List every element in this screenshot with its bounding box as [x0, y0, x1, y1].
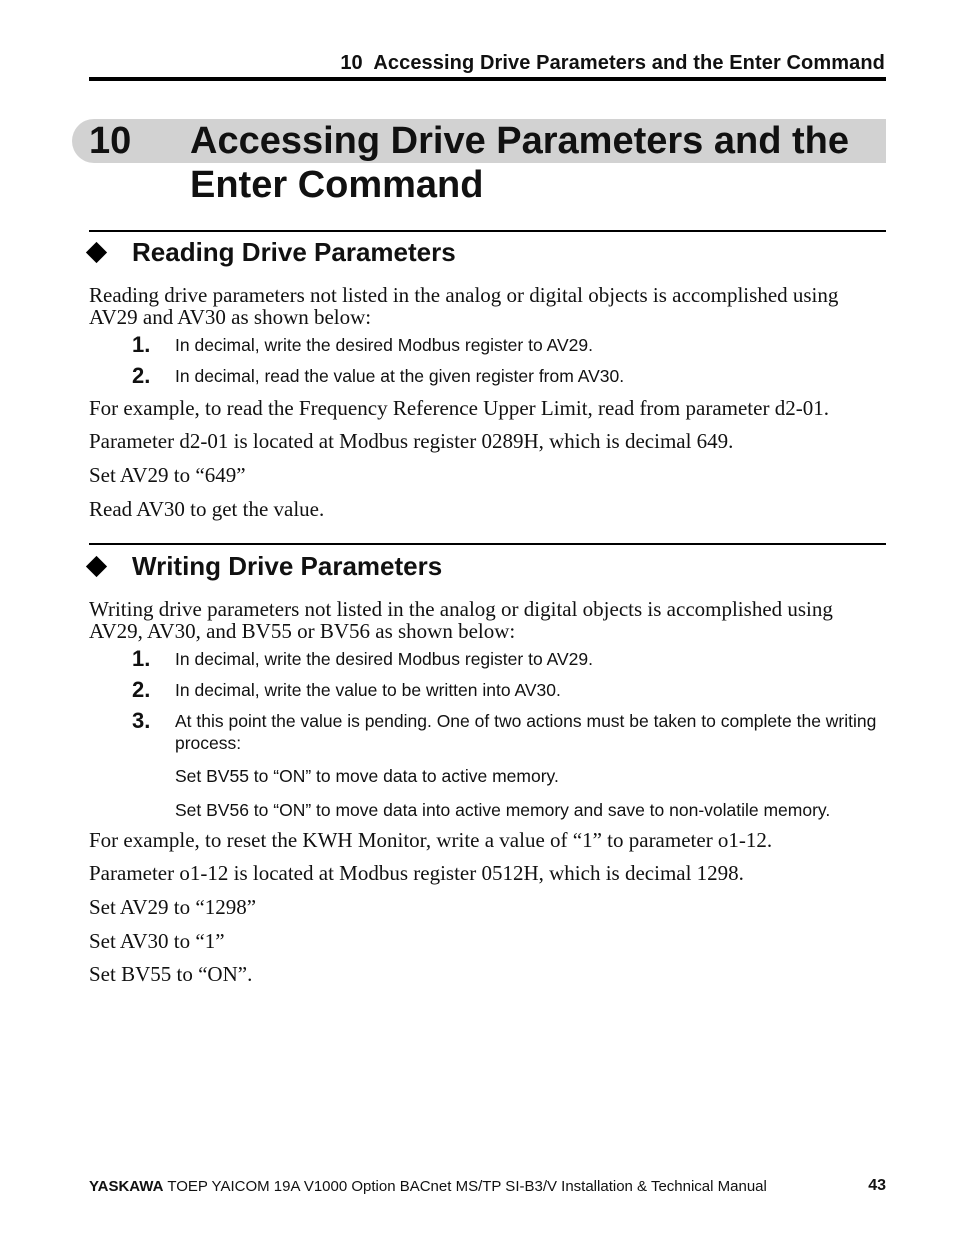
writing-step-number: 2.: [132, 677, 151, 702]
writing-step-text: In decimal, write the value to be written into AV30.: [175, 680, 561, 700]
writing-sub-step: Set BV55 to “ON” to move data to active memory.: [175, 766, 559, 786]
section-rule-reading: [89, 230, 886, 232]
writing-sub-step: Set BV56 to “ON” to move data into active memory and save to non-volatile memory.: [175, 800, 831, 820]
footer-manual-title: [89, 1178, 767, 1195]
chapter-title-line-1: Accessing Drive Parameters and the: [190, 120, 849, 162]
writing-step-text: In decimal, write the desired Modbus register to AV29.: [175, 649, 593, 669]
footer-text: TOEP YAICOM 19A V1000 Option BACnet MS/TP SI-B3/V Installation & Technical Manual: [163, 1178, 767, 1195]
writing-example-line: Parameter o1-12 is located at Modbus register 0512H, which is decimal 1298.: [89, 861, 744, 885]
writing-step-number: 3.: [132, 708, 151, 733]
diamond-bullet-icon: [86, 556, 107, 577]
writing-step-number: 1.: [132, 646, 151, 671]
page-number: 43: [868, 1177, 886, 1194]
reading-example-line: For example, to read the Frequency Reference Upper Limit, read from parameter d2-01.: [89, 396, 829, 420]
writing-step-text: At this point the value is pending. One of two actions must be taken to complete the writing process:: [175, 711, 877, 753]
chapter-title-line-2: Enter Command: [190, 164, 484, 206]
section-rule-writing: [89, 543, 886, 545]
reading-step-number: 2.: [132, 363, 151, 388]
writing-example-line: Set AV29 to “1298”: [89, 895, 257, 919]
reading-step-text: In decimal, write the desired Modbus register to AV29.: [175, 335, 593, 355]
reading-step-text: In decimal, read the value at the given register from AV30.: [175, 366, 625, 386]
writing-intro: Writing drive parameters not listed in the analog or digital objects is accomplished using AV29, AV30, and BV55 or BV56 as shown below:: [89, 597, 833, 643]
header-rule: [89, 77, 886, 81]
footer-brand: YASKAWA: [89, 1178, 164, 1195]
reading-example-line: Read AV30 to get the value.: [89, 497, 325, 521]
section-title-writing: Writing Drive Parameters: [132, 551, 443, 581]
diamond-bullet-icon: [86, 242, 107, 263]
chapter-title: [190, 119, 880, 207]
reading-example-line: Set AV29 to “649”: [89, 463, 246, 487]
section-title-reading: Reading Drive Parameters: [132, 237, 456, 267]
reading-example-line: Parameter d2-01 is located at Modbus register 0289H, which is decimal 649.: [89, 429, 734, 453]
writing-example-line: For example, to reset the KWH Monitor, write a value of “1” to parameter o1-12.: [89, 828, 773, 852]
writing-example-line: Set BV55 to “ON”.: [89, 962, 253, 986]
writing-example-line: Set AV30 to “1”: [89, 929, 225, 953]
running-header: 10 Accessing Drive Parameters and the Enter Command: [340, 52, 885, 74]
chapter-number: 10: [89, 120, 132, 162]
reading-step-number: 1.: [132, 332, 151, 357]
reading-intro: Reading drive parameters not listed in the analog or digital objects is accomplished using AV29 and AV30 as shown below:: [89, 283, 839, 329]
